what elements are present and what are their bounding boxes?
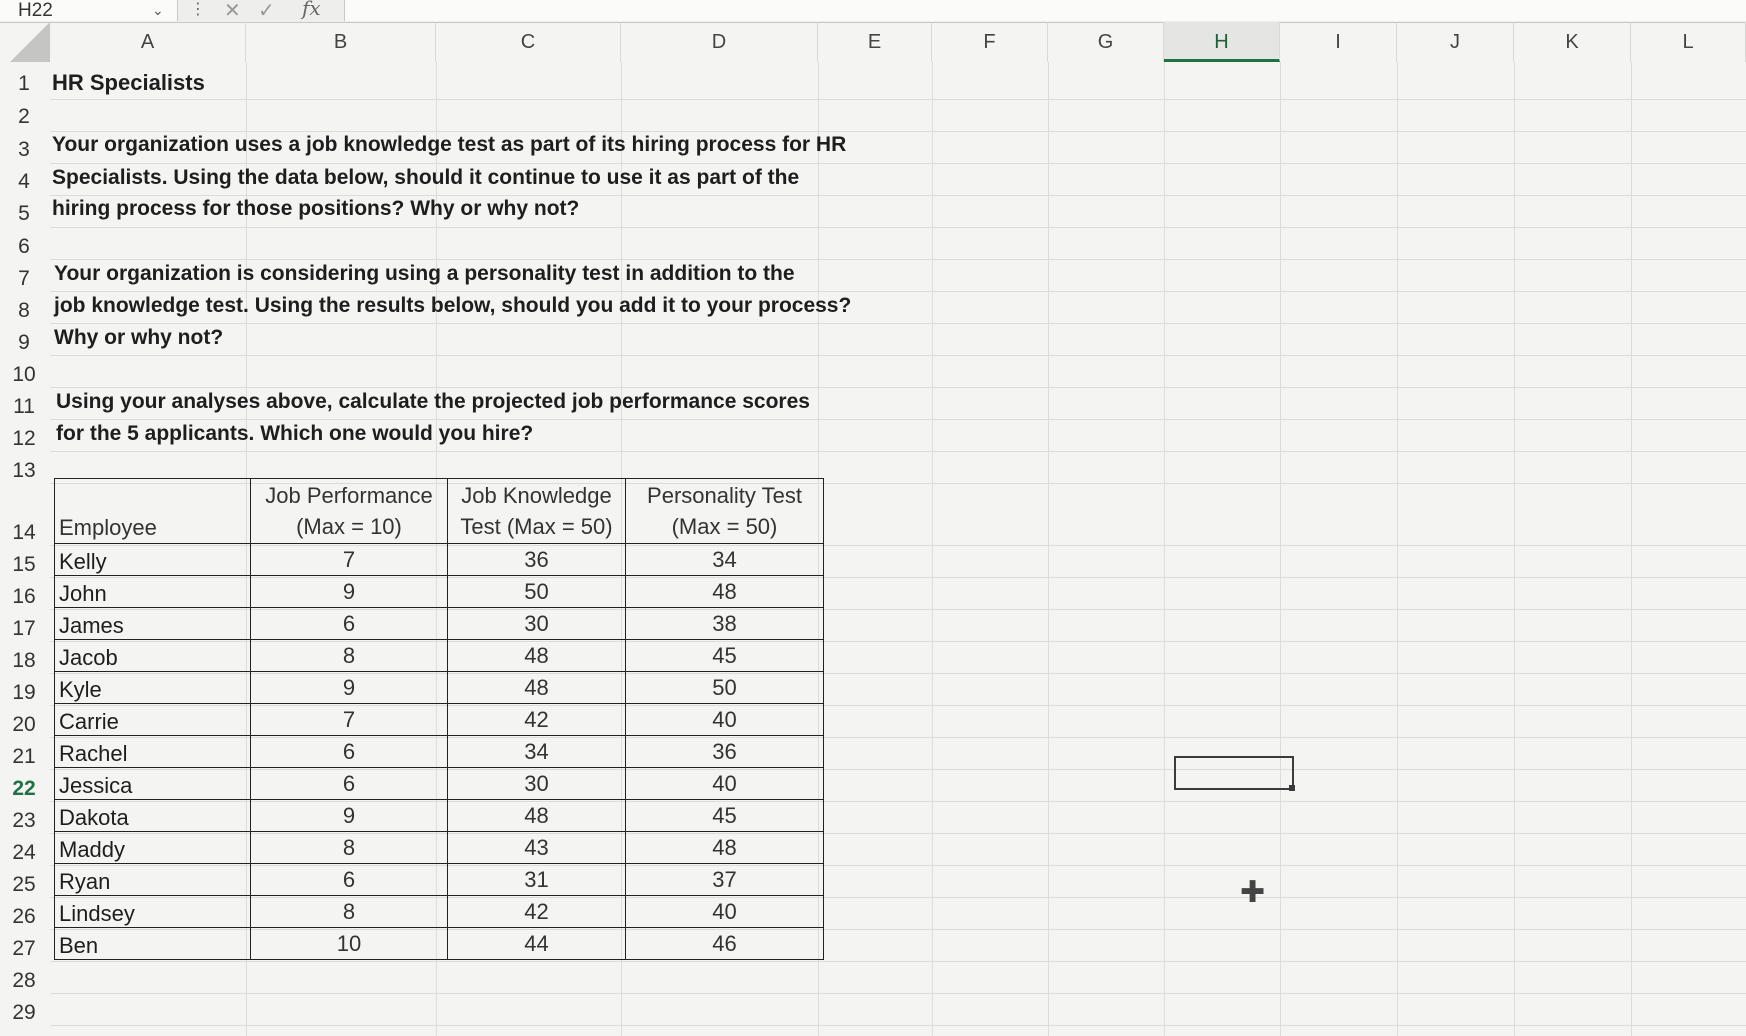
- table-header-row: [55, 479, 824, 544]
- cell-knowledge[interactable]: 50: [448, 576, 626, 608]
- question-line[interactable]: for the 5 applicants. Which one would you hire?: [56, 422, 534, 445]
- row-header-16[interactable]: 16: [12, 585, 36, 608]
- cell-personality[interactable]: 37: [626, 864, 824, 896]
- header-job-performance-line2: (Max = 10): [296, 514, 402, 539]
- row-header-27[interactable]: 27: [12, 937, 36, 960]
- column-header-c[interactable]: C: [436, 22, 621, 62]
- row-header-29[interactable]: 29: [12, 1001, 36, 1024]
- cell-employee[interactable]: Ryan: [55, 864, 251, 896]
- row-header-10[interactable]: 10: [12, 363, 36, 386]
- column-header-b[interactable]: B: [246, 22, 436, 62]
- cell-performance[interactable]: 7: [251, 704, 448, 736]
- row-header-25[interactable]: 25: [12, 873, 36, 896]
- cell-personality[interactable]: 46: [626, 928, 824, 960]
- cell-knowledge[interactable]: 36: [448, 544, 626, 576]
- cell-knowledge[interactable]: 48: [448, 800, 626, 832]
- employee-data-table: [54, 478, 824, 960]
- table-row: [55, 736, 824, 768]
- row-header-19[interactable]: 19: [12, 681, 36, 704]
- grid-line: [50, 195, 1746, 196]
- table-row: [55, 704, 824, 736]
- cell-employee[interactable]: Jacob: [55, 640, 251, 672]
- fx-label[interactable]: fx: [302, 0, 321, 20]
- select-all-corner[interactable]: [0, 22, 50, 62]
- question-line[interactable]: Your organization is considering using a personality test in addition to the: [54, 262, 795, 285]
- grid-line: [932, 62, 933, 1036]
- row-header-12[interactable]: 12: [12, 427, 36, 450]
- cell-personality[interactable]: 45: [626, 640, 824, 672]
- header-employee[interactable]: Employee: [55, 479, 251, 544]
- row-header-24[interactable]: 24: [12, 841, 36, 864]
- table-row: [55, 832, 824, 864]
- row-header-5[interactable]: 5: [18, 202, 30, 225]
- grid-line: [1280, 62, 1281, 1036]
- column-header-h[interactable]: H: [1164, 22, 1280, 62]
- cell-employee[interactable]: Lindsey: [55, 896, 251, 928]
- column-header-g[interactable]: G: [1048, 22, 1164, 62]
- sheet-title[interactable]: HR Specialists: [52, 70, 205, 95]
- row-header-9[interactable]: 9: [18, 331, 30, 354]
- column-header-l[interactable]: L: [1631, 22, 1746, 62]
- cell-employee[interactable]: Kyle: [55, 672, 251, 704]
- row-header-15[interactable]: 15: [12, 553, 36, 576]
- table-row: [55, 928, 824, 960]
- row-header-28[interactable]: 28: [12, 969, 36, 992]
- row-header-17[interactable]: 17: [12, 617, 36, 640]
- header-job-performance[interactable]: [251, 479, 448, 544]
- grid-line: [50, 227, 1746, 228]
- cell-knowledge[interactable]: 44: [448, 928, 626, 960]
- grid-line: [50, 419, 1746, 420]
- column-header-k[interactable]: K: [1514, 22, 1631, 62]
- table-row: [55, 896, 824, 928]
- cell-knowledge[interactable]: 48: [448, 640, 626, 672]
- row-header-3[interactable]: 3: [18, 138, 30, 161]
- row-header-14[interactable]: 14: [12, 521, 36, 544]
- table-row: [55, 800, 824, 832]
- cell-performance[interactable]: 6: [251, 736, 448, 768]
- cell-knowledge[interactable]: 30: [448, 768, 626, 800]
- cell-employee[interactable]: Jessica: [55, 768, 251, 800]
- column-header-f[interactable]: F: [932, 22, 1048, 62]
- table-row: [55, 608, 824, 640]
- cell-personality[interactable]: 38: [626, 608, 824, 640]
- question-line[interactable]: Why or why not?: [54, 326, 224, 349]
- header-personality-line2: (Max = 50): [671, 514, 778, 539]
- row-header-6[interactable]: 6: [18, 235, 30, 258]
- header-job-performance-line1: Job Performance: [265, 483, 433, 508]
- question-line[interactable]: job knowledge test. Using the results below, should you add it to your process?: [54, 294, 852, 317]
- cell-personality[interactable]: 48: [626, 832, 824, 864]
- question-line[interactable]: Specialists. Using the data below, should it continue to use it as part of the: [52, 166, 800, 189]
- row-header-22[interactable]: 22: [12, 777, 36, 800]
- cell-knowledge[interactable]: 42: [448, 704, 626, 736]
- header-job-knowledge[interactable]: [448, 479, 626, 544]
- grid-line: [50, 323, 1746, 324]
- grid-line: [50, 163, 1746, 164]
- column-header-j[interactable]: J: [1397, 22, 1514, 62]
- row-header-26[interactable]: 26: [12, 905, 36, 928]
- grid-line: [50, 961, 1746, 962]
- cell-knowledge[interactable]: 34: [448, 736, 626, 768]
- grid-line: [50, 291, 1746, 292]
- plus-cursor-icon: ✚: [1240, 876, 1266, 909]
- row-header-18[interactable]: 18: [12, 649, 36, 672]
- cell-knowledge[interactable]: 43: [448, 832, 626, 864]
- table-row: [55, 640, 824, 672]
- header-personality-line1: Personality Test: [647, 483, 802, 508]
- cell-employee[interactable]: Dakota: [55, 800, 251, 832]
- cell-employee[interactable]: Carrie: [55, 704, 251, 736]
- grid-line: [50, 1025, 1746, 1026]
- row-header-7[interactable]: 7: [18, 267, 30, 290]
- table-row: [55, 672, 824, 704]
- cell-performance[interactable]: 9: [251, 672, 448, 704]
- row-header-20[interactable]: 20: [12, 713, 36, 736]
- cell-personality[interactable]: 36: [626, 736, 824, 768]
- grid-line: [50, 131, 1746, 132]
- cell-performance[interactable]: 8: [251, 640, 448, 672]
- fill-handle[interactable]: [1289, 785, 1295, 791]
- row-header-4[interactable]: 4: [18, 170, 30, 193]
- cell-personality[interactable]: 40: [626, 704, 824, 736]
- cell-knowledge[interactable]: 42: [448, 896, 626, 928]
- row-header-1[interactable]: 1: [18, 72, 30, 95]
- grid-line: [1164, 62, 1165, 1036]
- enter-icon[interactable]: ✓: [258, 0, 275, 22]
- header-personality-test[interactable]: [626, 479, 824, 544]
- question-line[interactable]: Using your analyses above, calculate the projected job performance scores: [56, 390, 810, 413]
- chevron-down-icon[interactable]: ⌄: [152, 2, 164, 18]
- cell-employee[interactable]: Kelly: [55, 544, 251, 576]
- column-header-i[interactable]: I: [1280, 22, 1397, 62]
- cell-employee[interactable]: Maddy: [55, 832, 251, 864]
- grid-line: [50, 993, 1746, 994]
- cell-employee[interactable]: Ben: [55, 928, 251, 960]
- cell-employee[interactable]: John: [55, 576, 251, 608]
- column-header-d[interactable]: D: [621, 22, 818, 62]
- cell-knowledge[interactable]: 48: [448, 672, 626, 704]
- row-header-23[interactable]: 23: [12, 809, 36, 832]
- formula-bar: [0, 0, 1746, 23]
- grid-line: [50, 259, 1746, 260]
- grid-line: [1397, 62, 1398, 1036]
- column-header-a[interactable]: A: [50, 22, 246, 62]
- header-job-knowledge-line2: Test (Max = 50): [460, 514, 613, 539]
- cell-personality[interactable]: 40: [626, 896, 824, 928]
- row-header-11[interactable]: 11: [13, 395, 35, 418]
- header-job-knowledge-line1: Job Knowledge: [461, 483, 612, 508]
- cell-performance[interactable]: 9: [251, 800, 448, 832]
- row-header-21[interactable]: 21: [12, 745, 36, 768]
- cell-personality[interactable]: 40: [626, 768, 824, 800]
- cell-employee[interactable]: James: [55, 608, 251, 640]
- table-row: [55, 768, 824, 800]
- table-row: [55, 544, 824, 576]
- cell-performance[interactable]: 6: [251, 864, 448, 896]
- row-header-8[interactable]: 8: [18, 299, 30, 322]
- cell-employee[interactable]: Rachel: [55, 736, 251, 768]
- table-row: [55, 576, 824, 608]
- column-header-e[interactable]: E: [818, 22, 932, 62]
- cell-personality[interactable]: 34: [626, 544, 824, 576]
- cancel-icon[interactable]: ✕: [224, 0, 241, 22]
- cell-knowledge[interactable]: 30: [448, 608, 626, 640]
- cell-performance[interactable]: 6: [251, 768, 448, 800]
- cell-personality[interactable]: 50: [626, 672, 824, 704]
- cell-performance[interactable]: 10: [251, 928, 448, 960]
- question-line[interactable]: hiring process for those positions? Why or why not?: [52, 197, 580, 220]
- cell-performance[interactable]: 8: [251, 832, 448, 864]
- question-line[interactable]: Your organization uses a job knowledge test as part of its hiring process for HR: [52, 133, 847, 156]
- name-box[interactable]: H22: [0, 0, 178, 21]
- selected-cell-h22[interactable]: [1174, 756, 1294, 790]
- cell-personality[interactable]: 48: [626, 576, 824, 608]
- grid-line: [50, 99, 1746, 100]
- grid-line: [50, 355, 1746, 356]
- more-options-icon[interactable]: ⋮: [190, 1, 206, 18]
- grid-line: [50, 387, 1746, 388]
- formula-input[interactable]: [344, 0, 1746, 21]
- cell-performance[interactable]: 7: [251, 544, 448, 576]
- grid-line: [1048, 62, 1049, 1036]
- cell-personality[interactable]: 45: [626, 800, 824, 832]
- cell-performance[interactable]: 6: [251, 608, 448, 640]
- cell-knowledge[interactable]: 31: [448, 864, 626, 896]
- row-header-2[interactable]: 2: [18, 105, 30, 128]
- cell-performance[interactable]: 8: [251, 896, 448, 928]
- grid-line: [50, 451, 1746, 452]
- cell-performance[interactable]: 9: [251, 576, 448, 608]
- grid-line: [1631, 62, 1632, 1036]
- row-header-13[interactable]: 13: [12, 459, 36, 482]
- grid-line: [1514, 62, 1515, 1036]
- table-row: [55, 864, 824, 896]
